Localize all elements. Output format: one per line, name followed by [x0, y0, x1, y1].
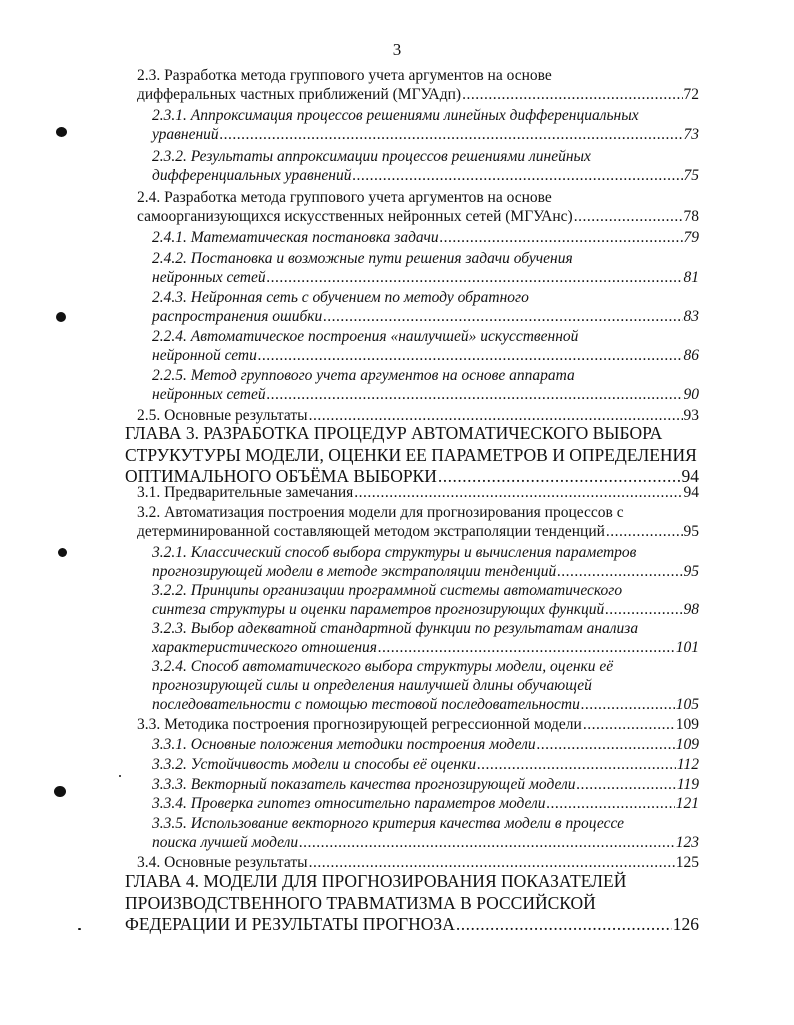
leader-dots [352, 166, 682, 185]
toc-entry-text: нейронных сетей [152, 269, 266, 286]
toc-entry-text: 3.3.1. Основные положения методики построения модели [152, 736, 536, 753]
toc-entry-text: 2.2.4. Автоматическое построения «наилучшей» искусственной [152, 328, 579, 345]
toc-entry-text: 3.3.3. Векторный показатель качества прогнозирующей модели [152, 776, 576, 793]
toc-page-number: 125 [675, 854, 699, 871]
toc-entry-text: 3.2. Автоматизация построения модели для прогнозирования процессов с [137, 504, 624, 521]
leader-dots [220, 125, 683, 144]
toc-entry-3-2-3[interactable] [152, 619, 699, 657]
scan-artifact [119, 775, 121, 777]
leader-dots [477, 755, 676, 774]
toc-page-number: 109 [675, 716, 699, 733]
toc-entry-3-3-3[interactable] [152, 775, 699, 794]
toc-entry-2-4-2[interactable] [152, 249, 699, 287]
leader-dots [323, 307, 682, 326]
toc-page-number: 93 [683, 407, 699, 424]
toc-entry-text: распространения ошибки [152, 308, 323, 325]
toc-entry-2-3-1[interactable] [152, 106, 699, 144]
leader-dots [267, 385, 683, 404]
leader-dots [456, 914, 672, 936]
toc-entry-text: ГЛАВА 3. РАЗРАБОТКА ПРОЦЕДУР АВТОМАТИЧЕСКОГО ВЫБОРА [125, 423, 663, 443]
toc-entry-text: 3.2.4. Способ автоматического выбора структуры модели, оценки её [152, 658, 614, 675]
toc-entry-text: 3.2.1. Классический способ выбора структуры и вычисления параметров [152, 544, 637, 561]
toc-entry-text: поиска лучшей модели [152, 834, 299, 851]
toc-page-number: 95 [683, 563, 699, 580]
toc-entry-2-3-2[interactable] [152, 147, 699, 185]
toc-entry-text: дифференциальных уравнений [152, 167, 352, 184]
toc-entry-text: 2.3. Разработка метода группового учета аргументов на основе [137, 67, 552, 84]
leader-dots [462, 85, 682, 104]
toc-entry-3-2-2[interactable] [152, 581, 699, 619]
leader-dots [576, 775, 675, 794]
toc-entry-text: 3.3.5. Использование векторного критерия качества модели в процессе [152, 815, 625, 832]
leader-dots [299, 833, 675, 852]
toc-entry-text: дифферальных частных приближений (МГУАдп) [137, 86, 462, 103]
toc-entry-text: 3.3.2. Устойчивость модели и способы её оценки [152, 756, 477, 773]
toc-entry-chapter-3[interactable] [125, 423, 699, 488]
toc-page-number: 86 [683, 347, 699, 364]
scan-artifact [56, 127, 67, 137]
toc-page-number: 101 [675, 639, 699, 656]
toc-entry-3-4[interactable] [137, 853, 699, 872]
leader-dots [606, 522, 683, 541]
toc-page-number: 112 [676, 756, 699, 773]
leader-dots [557, 562, 682, 581]
toc-entry-text: 3.3. Методика построения прогнозирующей регрессионной модели [137, 716, 582, 733]
toc-entry-text: синтеза структуры и оценки параметров прогнозирующих функций [152, 601, 605, 618]
toc-page-number: 105 [675, 696, 699, 713]
toc-entry-3-2-1[interactable] [152, 543, 699, 581]
toc-entry-2-2-5[interactable] [152, 366, 699, 404]
toc-entry-text: 3.2.2. Принципы организации программной системы автоматического [152, 582, 623, 599]
leader-dots [309, 853, 675, 872]
toc-page-number: 121 [675, 795, 699, 812]
leader-dots [581, 695, 675, 714]
toc-page-number: 94 [681, 466, 699, 486]
toc-entry-text: последовательности с помощью тестовой последовательности [152, 696, 580, 713]
toc-entry-text: 2.2.5. Метод группового учета аргументов на основе аппарата [152, 367, 575, 384]
toc-entry-3-3-4[interactable] [152, 794, 699, 813]
toc-page-number: 109 [675, 736, 699, 753]
toc-entry-text: 3.4. Основные результаты [137, 854, 308, 871]
toc-entry-text: прогнозирующей силы и определения наилучшей длины обучающей [152, 677, 592, 694]
leader-dots [537, 735, 675, 754]
toc-page-number: 95 [683, 523, 699, 540]
toc-entry-text: детерминированной составляющей методом экстраполяции тенденций [137, 523, 605, 540]
toc-page-number: 79 [683, 229, 699, 246]
toc-page-number: 94 [683, 484, 699, 501]
toc-entry-3-3-2[interactable] [152, 755, 699, 774]
toc-page-number: 81 [683, 269, 699, 286]
toc-entry-text: 2.4. Разработка метода группового учета аргументов на основе [137, 189, 552, 206]
toc-entry-text: ФЕДЕРАЦИИ И РЕЗУЛЬТАТЫ ПРОГНОЗА [125, 914, 455, 934]
toc-entry-text: СТРУКУТУРЫ МОДЕЛИ, ОЦЕНКИ ЕЕ ПАРАМЕТРОВ И ОПРЕДЕЛЕНИЯ [125, 444, 697, 465]
toc-entry-3-3-5[interactable] [152, 814, 699, 852]
toc-entry-text: 2.5. Основные результаты [137, 407, 308, 424]
toc-page-number: 73 [683, 126, 699, 143]
toc-entry-text: ОПТИМАЛЬНОГО ОБЪЁМА ВЫБОРКИ [125, 466, 437, 486]
page-number: 3 [392, 40, 402, 59]
toc-entry-3-2[interactable] [137, 503, 699, 541]
toc-page-number: 72 [683, 86, 699, 103]
toc-page-number: 83 [683, 308, 699, 325]
toc-entry-text: характеристического отношения [152, 639, 378, 656]
leader-dots [440, 228, 683, 247]
leader-dots [258, 346, 683, 365]
toc-entry-text: нейронной сети [152, 347, 257, 364]
toc-entry-text: ГЛАВА 4. МОДЕЛИ ДЛЯ ПРОГНОЗИРОВАНИЯ ПОКАЗАТЕЛЕЙ [125, 871, 627, 891]
toc-entry-3-2-4[interactable] [152, 657, 699, 714]
toc-page-number: 98 [683, 601, 699, 618]
toc-entry-text: 2.4.2. Постановка и возможные пути решения задачи обучения [152, 250, 573, 267]
toc-entry-text: 2.3.2. Результаты аппроксимации процессов решениями линейных [152, 148, 591, 165]
scan-artifact [56, 312, 66, 322]
toc-entry-text: 3.2.3. Выбор адекватной стандартной функции по результатам анализа [152, 620, 639, 637]
toc-entry-3-3[interactable] [137, 715, 699, 734]
toc-entry-text: 2.3.1. Аппроксимация процессов решениями линейных дифференциальных [152, 107, 639, 124]
toc-page-number: 78 [683, 208, 699, 225]
toc-entry-2-4-1[interactable] [152, 228, 699, 247]
leader-dots [378, 638, 675, 657]
toc-entry-3-3-1[interactable] [152, 735, 699, 754]
leader-dots [547, 794, 675, 813]
toc-entry-text: самоорганизующихся искусственных нейронных сетей (МГУАнс) [137, 208, 573, 225]
leader-dots [574, 207, 683, 226]
scan-artifact [78, 928, 81, 930]
toc-entry-2-3[interactable] [137, 66, 699, 104]
leader-dots [583, 715, 675, 734]
toc-entry-3-1[interactable] [137, 483, 699, 502]
toc-entry-text: 2.4.1. Математическая постановка задачи [152, 229, 439, 246]
toc-page-number: 75 [683, 167, 699, 184]
toc-page-number: 126 [672, 914, 699, 934]
toc-entry-2-4[interactable] [137, 188, 699, 226]
toc-entry-text: 2.4.3. Нейронная сеть с обучением по методу обратного [152, 289, 529, 306]
leader-dots [605, 600, 682, 619]
toc-page-number: 123 [675, 834, 699, 851]
toc-page-number: 119 [676, 776, 699, 793]
toc-entry-text: 3.1. Предварительные замечания [137, 484, 354, 501]
scan-artifact [54, 786, 66, 797]
toc-entry-2-2-4[interactable] [152, 327, 699, 365]
toc-entry-text: нейронных сетей [152, 386, 266, 403]
leader-dots [354, 483, 682, 502]
leader-dots [267, 268, 683, 287]
toc-entry-text: ПРОИЗВОДСТВЕННОГО ТРАВМАТИЗМА В РОССИЙСКОЙ [125, 892, 596, 913]
scan-artifact [58, 548, 67, 557]
toc-entry-2-4-3[interactable] [152, 288, 699, 326]
toc-entry-chapter-4[interactable] [125, 871, 699, 936]
toc-entry-text: уравнений [152, 126, 219, 143]
toc-page-number: 90 [683, 386, 699, 403]
toc-entry-text: прогнозирующей модели в методе экстраполяции тенденций [152, 563, 557, 580]
toc-entry-text: 3.3.4. Проверка гипотез относительно параметров модели [152, 795, 546, 812]
